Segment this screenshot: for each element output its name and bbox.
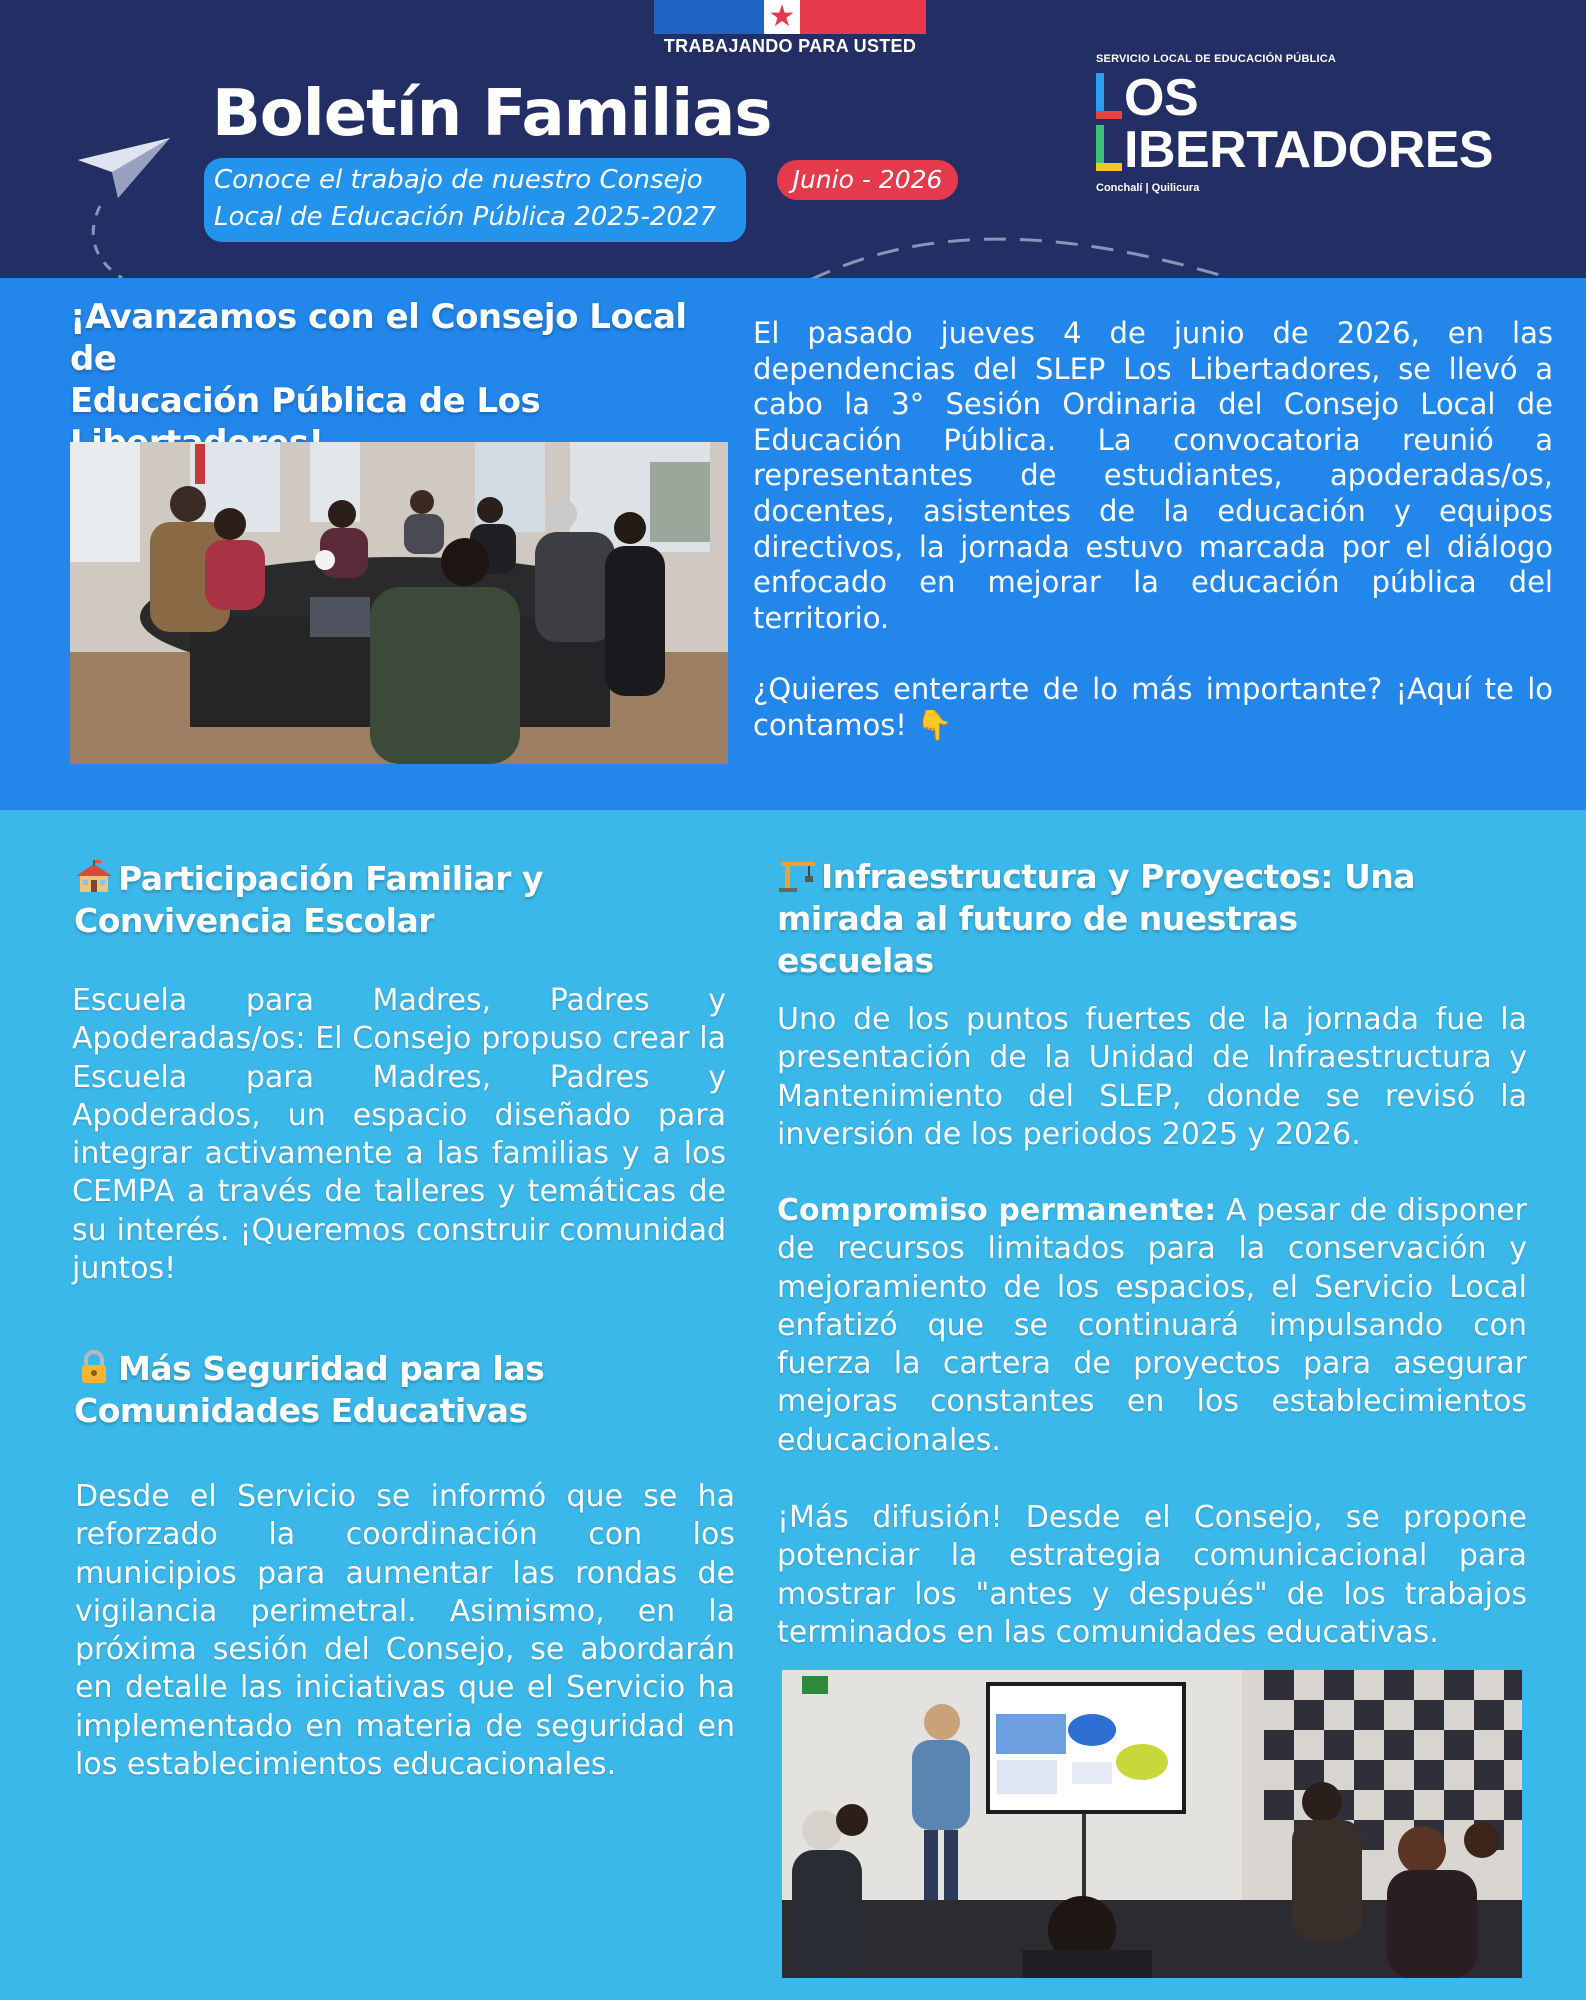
construction-crane-icon — [777, 858, 817, 892]
star-icon: ★ — [768, 0, 796, 34]
newsletter-subtitle — [204, 158, 746, 242]
section-seguridad-body: Desde el Servicio se informó que se ha reforzado la coordinación con los municipios para aumentar las rondas de vigilancia perimetral. Asimismo, en la próxima sesión del Consejo, se abordarán en detalle las iniciativas que el Servicio ha implementado en materia de seguridad en los establecimientos educacionales. — [75, 1479, 735, 1783]
council-meeting-photo — [70, 442, 728, 764]
intro-heading-line-2: Educación Pública de Los — [70, 381, 541, 421]
logo-line-libertadores: IBERTADORES — [1096, 124, 1493, 176]
section-infraestructura-body-1: Uno de los puntos fuertes de la jornada fue la presentación de la Unidad de Infraestructura y Mantenimiento del SLEP, donde se revisó la inversión de los periodos 2025 y 2026. — [777, 1002, 1527, 1152]
logo-kicker: SERVICIO LOCAL DE EDUCACIÓN PÚBLICA — [1096, 53, 1337, 65]
section-participacion-title: Participación Familiar y Convivencia Escolar — [74, 859, 543, 940]
lock-icon — [74, 1350, 114, 1384]
intro-heading — [70, 296, 730, 464]
section-infraestructura-body-2: Compromiso permanente: A pesar de disponer de recursos limitados para la conservación y mejoramiento de los espacios, el Servicio Local enfatizó que se continuará impulsando con fuerza la cartera de proyectos para asegurar mejoras constantes en los establecimientos educacionales. — [777, 1193, 1527, 1458]
pointing-down-icon: 👇 — [916, 707, 953, 742]
newsletter-header — [0, 0, 1586, 278]
government-tagline: TRABAJANDO PARA USTED — [663, 36, 917, 56]
intro-paragraph: El pasado jueves 4 de junio de 2026, en las dependencias del SLEP Los Libertadores, se llevó a cabo la 3° Sesión Ordinaria del Consejo Local de Educación Pública. La convocatoria reunió a representantes de estudiantes, apoderadas/os, docentes, asistentes de la educación y equipos directivos, la jornada estuvo marcada por el diálogo enfocado en mejorar la educación pública del territorio. — [753, 316, 1553, 635]
section-seguridad-title: Más Seguridad para las Comunidades Educativas — [74, 1349, 545, 1430]
newsletter-title: Boletín Familias — [212, 77, 772, 151]
intro-question: ¿Quieres enterarte de lo más importante? ¡Aquí te lo contamos! 👇 — [753, 672, 1553, 742]
infrastructure-presentation-photo — [782, 1670, 1522, 1978]
section-infraestructura-title: Infraestructura y Proyectos: Una mirada al futuro de nuestras escuelas — [777, 857, 1416, 980]
issue-date-badge: Junio - 2026 — [777, 160, 958, 200]
section-infraestructura-body-3: ¡Más difusión! Desde el Consejo, se propone potenciar la estrategia comunicacional para mostrar los "antes y después" de los trabajos terminados en las comunidades educativas. — [777, 1500, 1527, 1650]
compromiso-label: Compromiso permanente: — [777, 1193, 1217, 1228]
dashed-flight-path-left — [82, 200, 142, 278]
logo-mark-l-icon — [1096, 73, 1122, 119]
logo-communes: Conchalí | Quilicura — [1096, 182, 1200, 194]
section-participacion-body: Escuela para Madres, Padres y Apoderadas/os: El Consejo propuso crear la Escuela para Madres, Padres y Apoderados, un espacio diseñado para integrar activamente a las familias y a los CEMPA a través de talleres y temáticas de su interés. ¡Queremos construir comunidad juntos! — [72, 983, 726, 1287]
chile-flag-banner — [654, 0, 926, 34]
subtitle-line-2: Local de Educación Pública 2025-2027 — [214, 202, 716, 232]
paper-plane-icon — [78, 138, 172, 200]
logo-mark-l-icon — [1096, 125, 1122, 171]
dashed-flight-path-right — [810, 222, 1240, 278]
logo-line-los: OS — [1096, 72, 1198, 124]
intro-heading-line-1: ¡Avanzamos con el Consejo Local de — [70, 297, 687, 379]
subtitle-line-1: Conoce el trabajo de nuestro Consejo — [214, 165, 703, 195]
school-icon — [74, 860, 114, 894]
